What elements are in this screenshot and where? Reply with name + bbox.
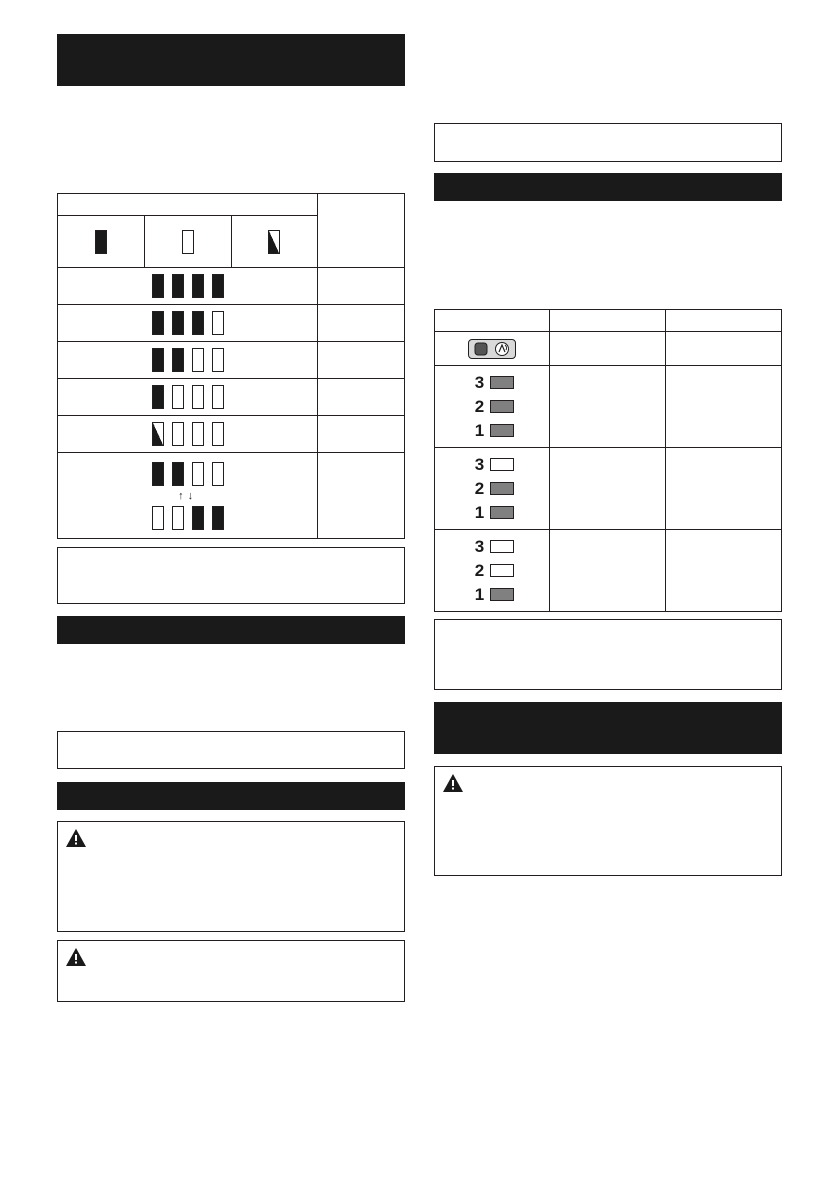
off-indicator-icon: [182, 230, 194, 254]
level-number: 3: [474, 454, 485, 474]
off-lamp-icon: [152, 506, 164, 530]
level-segment-lit-icon: [490, 482, 514, 495]
battery-row: [58, 416, 318, 453]
section-heading-bar: [57, 616, 405, 644]
battery-row: [58, 342, 318, 379]
off-lamp-icon: [192, 385, 204, 409]
mode-switch-icon: [494, 341, 510, 357]
lit-lamp-icon: [192, 506, 204, 530]
lit-lamp-icon: [172, 348, 184, 372]
off-lamp-icon: [172, 506, 184, 530]
level-indicator-cell: [435, 448, 550, 530]
mode-button-cell: [435, 332, 550, 366]
level-number: 1: [474, 502, 485, 522]
level-segment-lit-icon: [490, 424, 514, 437]
mode-desc-cell: [666, 366, 782, 448]
level-number: 1: [474, 420, 485, 440]
mode-table-header: [666, 310, 782, 332]
battery-row: [58, 305, 318, 342]
off-lamp-icon: [192, 348, 204, 372]
mode-desc-cell: [550, 530, 666, 612]
legend-off: [144, 216, 231, 268]
note-box: [434, 123, 782, 162]
lit-lamp-icon: [212, 506, 224, 530]
warning-box: [57, 940, 405, 1002]
lit-lamp-icon: [152, 311, 164, 335]
level-number: 1: [474, 584, 485, 604]
battery-row-capacity: [318, 416, 405, 453]
lit-lamp-icon: [192, 311, 204, 335]
mode-desc-cell: [550, 448, 666, 530]
alternating-arrows: ↑↓: [178, 489, 198, 502]
note-box: [434, 619, 782, 690]
lit-lamp-icon: [152, 274, 164, 298]
lit-lamp-icon: [212, 274, 224, 298]
lit-lamp-icon: [172, 274, 184, 298]
legend-blinking: [231, 216, 318, 268]
warning-triangle-icon: [65, 828, 87, 848]
mode-table-header: [435, 310, 550, 332]
section-heading-bar: [434, 173, 782, 201]
battery-capacity-table: [57, 193, 405, 539]
level-segment-lit-icon: [490, 376, 514, 389]
lit-lamp-icon: [152, 462, 164, 486]
note-box: [57, 731, 405, 769]
battery-row-capacity: [318, 305, 405, 342]
off-lamp-icon: [172, 385, 184, 409]
mode-lamp-icon: [474, 342, 488, 356]
blinking-lamp-icon: [152, 422, 164, 446]
mode-button-icon: [468, 339, 516, 359]
off-lamp-icon: [212, 385, 224, 409]
battery-row-abnormal-capacity: [318, 453, 405, 539]
level-segment-off-icon: [490, 540, 514, 553]
battery-row-capacity: [318, 379, 405, 416]
level-number: 3: [474, 372, 485, 392]
lit-lamp-icon: [152, 348, 164, 372]
lit-lamp-icon: [192, 274, 204, 298]
level-number: 2: [474, 396, 485, 416]
battery-row-abnormal: [58, 453, 318, 539]
level-number: 3: [474, 536, 485, 556]
mode-desc-cell: [550, 366, 666, 448]
level-segment-lit-icon: [490, 588, 514, 601]
battery-row-capacity: [318, 268, 405, 305]
off-lamp-icon: [192, 422, 204, 446]
level-indicator-cell: [435, 530, 550, 612]
warning-box: [57, 821, 405, 932]
lit-lamp-icon: [152, 385, 164, 409]
mode-desc-cell: [666, 332, 782, 366]
indicator-lamps-header: [58, 194, 318, 216]
section-heading-bar: [57, 782, 405, 810]
off-lamp-icon: [172, 422, 184, 446]
warning-box: [434, 766, 782, 876]
legend-lit: [58, 216, 145, 268]
section-heading-bar: [57, 34, 405, 86]
level-segment-lit-icon: [490, 506, 514, 519]
level-segment-lit-icon: [490, 400, 514, 413]
warning-triangle-icon: [442, 773, 464, 793]
mode-desc-cell: [666, 530, 782, 612]
mode-desc-cell: [666, 448, 782, 530]
lit-lamp-icon: [172, 311, 184, 335]
warning-triangle-icon: [65, 947, 87, 967]
level-segment-off-icon: [490, 458, 514, 471]
level-number: 2: [474, 478, 485, 498]
note-box: [57, 547, 405, 604]
section-heading-bar: [434, 702, 782, 754]
mode-table: [434, 309, 782, 612]
battery-row: [58, 268, 318, 305]
battery-row-capacity: [318, 342, 405, 379]
mode-desc-cell: [550, 332, 666, 366]
lit-lamp-icon: [172, 462, 184, 486]
remaining-capacity-header: [318, 194, 405, 268]
mode-table-header: [550, 310, 666, 332]
level-number: 2: [474, 560, 485, 580]
off-lamp-icon: [212, 422, 224, 446]
blinking-indicator-icon: [268, 230, 280, 254]
off-lamp-icon: [212, 311, 224, 335]
off-lamp-icon: [212, 348, 224, 372]
off-lamp-icon: [192, 462, 204, 486]
level-segment-off-icon: [490, 564, 514, 577]
off-lamp-icon: [212, 462, 224, 486]
battery-row: [58, 379, 318, 416]
lit-indicator-icon: [95, 230, 107, 254]
level-indicator-cell: [435, 366, 550, 448]
